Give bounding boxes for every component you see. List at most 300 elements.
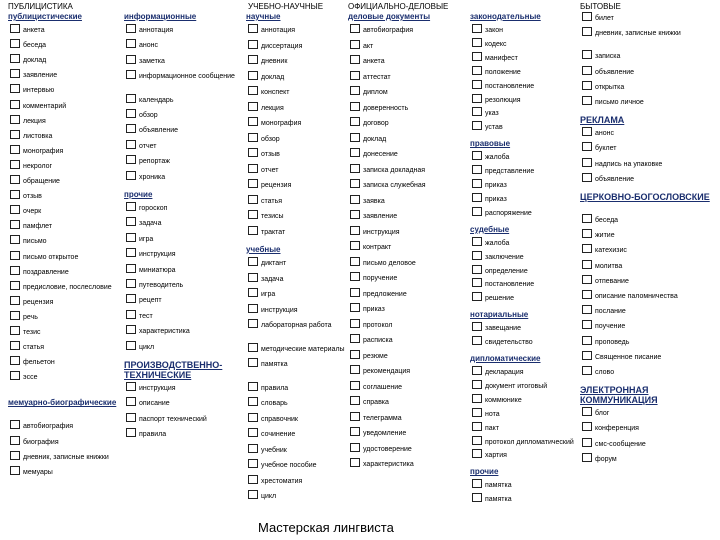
checklist-item: [124, 428, 244, 439]
checkbox[interactable]: [350, 241, 360, 250]
checklist-item: [8, 205, 128, 216]
checkbox[interactable]: [582, 320, 592, 329]
checkbox[interactable]: [10, 130, 20, 139]
checklist-item: [8, 220, 128, 231]
checklist-item: [8, 356, 128, 367]
checkbox[interactable]: [10, 175, 20, 184]
item-label: договор: [363, 120, 389, 127]
checkbox[interactable]: [472, 165, 482, 174]
checkbox[interactable]: [350, 40, 360, 49]
section-title: правовые: [470, 139, 511, 149]
checkbox[interactable]: [582, 12, 592, 21]
checkbox[interactable]: [350, 86, 360, 95]
checkbox[interactable]: [582, 275, 592, 284]
item-label: акт: [363, 42, 374, 50]
checkbox[interactable]: [10, 296, 20, 305]
checklist-item: [580, 290, 700, 301]
checkbox[interactable]: [10, 251, 20, 260]
item-label: лекция: [23, 117, 46, 125]
checklist-item: [580, 12, 700, 23]
checkbox[interactable]: [350, 272, 360, 281]
item-label: памятка: [485, 496, 512, 504]
checkbox[interactable]: [582, 305, 592, 314]
item-label: доклад: [363, 135, 387, 143]
checkbox[interactable]: [10, 311, 20, 320]
item-label: заявление: [23, 72, 58, 80]
checkbox[interactable]: [472, 66, 482, 75]
checkbox[interactable]: [10, 451, 20, 460]
item-label: инструкция: [363, 228, 400, 236]
checkbox[interactable]: [582, 290, 592, 299]
checkbox[interactable]: [10, 266, 20, 275]
checkbox[interactable]: [350, 427, 360, 436]
item-label: поздравление: [23, 268, 69, 276]
section-title: РЕКЛАМА: [580, 115, 625, 126]
checkbox[interactable]: [10, 371, 20, 380]
item-label: хроника: [139, 173, 166, 181]
item-label: биография: [23, 438, 59, 446]
checkbox[interactable]: [472, 394, 482, 403]
item-label: устав: [485, 124, 503, 132]
checkbox[interactable]: [248, 148, 258, 157]
item-label: обзор: [139, 112, 158, 119]
checkbox[interactable]: [126, 70, 136, 79]
item-label: паспорт технический: [139, 415, 207, 423]
checkbox[interactable]: [248, 71, 258, 80]
checklist-item: [470, 292, 590, 303]
checkbox[interactable]: [350, 381, 360, 390]
item-label: хартия: [485, 452, 507, 460]
checkbox[interactable]: [126, 140, 136, 149]
checkbox[interactable]: [582, 229, 592, 238]
item-label: Священное писание: [595, 353, 662, 361]
checkbox[interactable]: [248, 490, 258, 499]
checkbox[interactable]: [582, 244, 592, 253]
checkbox[interactable]: [472, 449, 482, 458]
item-label: житие: [595, 232, 615, 240]
checkbox[interactable]: [582, 173, 592, 182]
checkbox[interactable]: [350, 195, 360, 204]
item-label: документ итоговый: [485, 382, 548, 390]
checkbox[interactable]: [350, 226, 360, 235]
checkbox[interactable]: [350, 148, 360, 157]
checkbox[interactable]: [10, 420, 20, 429]
checkbox[interactable]: [582, 142, 592, 151]
checkbox[interactable]: [582, 27, 592, 36]
item-label: инструкция: [139, 251, 176, 259]
checkbox[interactable]: [248, 133, 258, 142]
item-label: проповедь: [595, 338, 630, 346]
checkbox[interactable]: [10, 220, 20, 229]
item-label: очерк: [23, 208, 42, 216]
item-label: задача: [139, 220, 162, 228]
checkbox[interactable]: [472, 479, 482, 488]
item-label: диктант: [261, 260, 287, 267]
checklist-item: [580, 96, 700, 107]
checkbox[interactable]: [350, 179, 360, 188]
item-label: монография: [261, 120, 302, 127]
checkbox[interactable]: [350, 102, 360, 111]
checkbox[interactable]: [248, 413, 258, 422]
checklist-item: [470, 479, 590, 490]
checkbox[interactable]: [582, 422, 592, 431]
checkbox[interactable]: [472, 292, 482, 301]
item-label: календарь: [139, 96, 174, 104]
checklist-item: [348, 334, 468, 345]
checklist-item: [8, 326, 128, 337]
checklist-item: [348, 365, 468, 376]
checkbox[interactable]: [10, 24, 20, 33]
item-label: рецензия: [261, 182, 292, 189]
item-label: рецензия: [23, 298, 54, 306]
checkbox[interactable]: [472, 38, 482, 47]
checkbox[interactable]: [126, 264, 136, 273]
checkbox[interactable]: [472, 24, 482, 33]
item-label: словарь: [261, 400, 288, 407]
checkbox[interactable]: [472, 107, 482, 116]
checkbox[interactable]: [582, 96, 592, 105]
checkbox[interactable]: [126, 109, 136, 118]
checkbox[interactable]: [350, 319, 360, 328]
item-label: конференция: [595, 425, 639, 433]
checkbox[interactable]: [10, 84, 20, 93]
checkbox[interactable]: [10, 69, 20, 78]
checkbox[interactable]: [10, 466, 20, 475]
checklist-item: [124, 382, 244, 393]
checkbox[interactable]: [126, 310, 136, 319]
checkbox[interactable]: [582, 81, 592, 90]
checklist-item: [580, 320, 700, 331]
item-label: отпевание: [595, 277, 629, 285]
section-title: мемуарно-биографические: [8, 398, 117, 408]
checkbox[interactable]: [248, 210, 258, 219]
item-label: путеводитель: [139, 282, 184, 289]
checkbox[interactable]: [248, 226, 258, 235]
checklist-item: [246, 475, 366, 486]
checklist-item: [470, 94, 590, 105]
checkbox[interactable]: [126, 248, 136, 257]
checkbox[interactable]: [582, 214, 592, 223]
checkbox[interactable]: [126, 382, 136, 391]
checklist-item: [348, 102, 468, 113]
checklist-item: [470, 251, 590, 262]
checkbox[interactable]: [472, 151, 482, 160]
checkbox[interactable]: [472, 207, 482, 216]
checkbox[interactable]: [126, 39, 136, 48]
checkbox[interactable]: [472, 94, 482, 103]
checkbox[interactable]: [126, 325, 136, 334]
checklist-item: [470, 237, 590, 248]
checkbox[interactable]: [582, 438, 592, 447]
checkbox[interactable]: [472, 278, 482, 287]
checklist-item: [8, 130, 128, 141]
checkbox[interactable]: [248, 319, 258, 328]
section-title: ПРОИЗВОДСТВЕННО-ТЕХНИЧЕСКИЕ: [124, 360, 223, 380]
item-label: объявление: [139, 127, 179, 135]
checkbox[interactable]: [472, 121, 482, 130]
item-label: анкета: [23, 27, 45, 34]
checklist-item: [580, 244, 700, 255]
checklist-item: [580, 81, 700, 92]
item-label: указ: [485, 110, 499, 118]
checklist-item: [580, 407, 700, 418]
checkbox[interactable]: [350, 365, 360, 374]
checkbox[interactable]: [472, 422, 482, 431]
item-label: описание паломничества: [595, 293, 678, 300]
checkbox[interactable]: [582, 407, 592, 416]
item-label: блог: [595, 410, 610, 418]
checkbox[interactable]: [248, 343, 258, 352]
checklist-item: [470, 52, 590, 63]
checkbox[interactable]: [582, 158, 592, 167]
checklist-item: [470, 336, 590, 347]
checklist-item: [348, 350, 468, 361]
section-title: учебные: [246, 245, 281, 254]
item-label: диплом: [363, 89, 388, 96]
checkbox[interactable]: [126, 294, 136, 303]
checklist-item: [8, 436, 128, 447]
item-label: аттестат: [363, 73, 391, 81]
item-label: обращение: [23, 178, 60, 185]
checkbox[interactable]: [472, 322, 482, 331]
checkbox[interactable]: [350, 334, 360, 343]
item-label: справка: [363, 399, 389, 406]
checkbox[interactable]: [248, 428, 258, 437]
checkbox[interactable]: [248, 257, 258, 266]
checkbox[interactable]: [350, 350, 360, 359]
checkbox[interactable]: [248, 86, 258, 95]
checkbox[interactable]: [10, 281, 20, 290]
checkbox[interactable]: [248, 117, 258, 126]
section-title: ЭЛЕКТРОННАЯ КОММУНИКАЦИЯ: [580, 385, 658, 406]
checklist-item: [124, 39, 244, 50]
checkbox[interactable]: [248, 304, 258, 313]
checklist-item: [580, 305, 700, 316]
checkbox[interactable]: [350, 71, 360, 80]
checkbox[interactable]: [126, 341, 136, 350]
checkbox[interactable]: [350, 396, 360, 405]
item-label: памятка: [261, 361, 288, 368]
checkbox[interactable]: [582, 127, 592, 136]
checkbox[interactable]: [248, 444, 258, 453]
checkbox[interactable]: [350, 443, 360, 452]
item-label: поручение: [363, 275, 398, 282]
checkbox[interactable]: [582, 260, 592, 269]
checkbox[interactable]: [350, 133, 360, 142]
checkbox[interactable]: [582, 453, 592, 462]
checkbox[interactable]: [350, 117, 360, 126]
item-label: заключение: [485, 253, 524, 261]
checkbox[interactable]: [472, 251, 482, 260]
checklist-item: [8, 311, 128, 322]
checkbox[interactable]: [126, 155, 136, 164]
checkbox[interactable]: [472, 52, 482, 61]
item-label: тезис: [23, 329, 41, 336]
checklist-item: [470, 436, 590, 447]
checkbox[interactable]: [10, 436, 20, 445]
item-label: уведомление: [363, 430, 407, 437]
checklist-item: [580, 229, 700, 240]
section-title: законодательные: [470, 12, 541, 21]
checkbox[interactable]: [248, 195, 258, 204]
checkbox[interactable]: [472, 336, 482, 345]
checkbox[interactable]: [248, 40, 258, 49]
checkbox[interactable]: [472, 265, 482, 274]
checkbox[interactable]: [126, 413, 136, 422]
checkbox[interactable]: [248, 55, 258, 64]
checkbox[interactable]: [248, 179, 258, 188]
checkbox[interactable]: [472, 436, 482, 445]
checkbox[interactable]: [248, 475, 258, 484]
checkbox[interactable]: [350, 303, 360, 312]
checkbox[interactable]: [350, 458, 360, 467]
checkbox[interactable]: [248, 273, 258, 282]
item-label: катехизис: [595, 247, 627, 255]
checklist-item: [470, 165, 590, 176]
item-label: распоряжение: [485, 209, 532, 217]
checkbox[interactable]: [472, 193, 482, 202]
checkbox[interactable]: [10, 341, 20, 350]
item-label: памятка: [485, 482, 512, 490]
checkbox[interactable]: [582, 66, 592, 75]
checkbox[interactable]: [350, 24, 360, 33]
checkbox[interactable]: [582, 366, 592, 375]
checkbox[interactable]: [248, 288, 258, 297]
item-label: репортаж: [139, 158, 170, 166]
section-title: дипломатические: [470, 354, 541, 363]
checkbox[interactable]: [10, 190, 20, 199]
item-label: автобиография: [363, 27, 414, 34]
checklist-item: [348, 272, 468, 283]
checkbox[interactable]: [582, 351, 592, 360]
checkbox[interactable]: [126, 279, 136, 288]
item-label: характеристика: [139, 328, 190, 336]
checklist-item: [580, 351, 700, 362]
checklist-item: [470, 38, 590, 49]
checkbox[interactable]: [10, 54, 20, 63]
checkbox[interactable]: [10, 115, 20, 124]
checklist-item: [470, 394, 590, 405]
checkbox[interactable]: [350, 257, 360, 266]
checkbox[interactable]: [126, 428, 136, 437]
checkbox[interactable]: [350, 164, 360, 173]
checklist-item: [124, 397, 244, 408]
checklist-item: [348, 288, 468, 299]
checklist-item: [8, 39, 128, 50]
item-label: резюме: [363, 352, 388, 360]
checklist-item: [8, 341, 128, 352]
checkbox[interactable]: [126, 94, 136, 103]
checklist-item: [348, 40, 468, 51]
checkbox[interactable]: [126, 124, 136, 133]
item-label: информационное сообщение: [139, 73, 235, 81]
section-title: прочие: [470, 467, 499, 477]
item-label: послание: [595, 308, 626, 316]
checkbox[interactable]: [126, 55, 136, 64]
item-label: лабораторная работа: [261, 322, 332, 329]
category-header-everyday: БЫТОВЫЕ: [580, 2, 621, 11]
checkbox[interactable]: [472, 366, 482, 375]
item-label: доклад: [261, 73, 285, 81]
checkbox[interactable]: [472, 380, 482, 389]
checkbox[interactable]: [10, 205, 20, 214]
item-label: буклет: [595, 145, 617, 153]
checklist-item: [470, 80, 590, 91]
checklist-item: [8, 251, 128, 262]
item-label: записка служебная: [363, 182, 426, 189]
checklist-item: [8, 296, 128, 307]
checkbox[interactable]: [248, 164, 258, 173]
item-label: речь: [23, 313, 38, 321]
item-label: сочинение: [261, 431, 296, 438]
checkbox[interactable]: [126, 24, 136, 33]
checkbox[interactable]: [10, 145, 20, 154]
checkbox[interactable]: [126, 397, 136, 406]
checkbox[interactable]: [10, 160, 20, 169]
checklist-item: [470, 193, 590, 204]
checkbox[interactable]: [582, 50, 592, 59]
checkbox[interactable]: [248, 102, 258, 111]
checklist-item: [348, 381, 468, 392]
item-label: инструкция: [139, 385, 176, 392]
checkbox[interactable]: [10, 235, 20, 244]
checkbox[interactable]: [248, 358, 258, 367]
checklist-item: [470, 107, 590, 118]
checkbox[interactable]: [126, 233, 136, 242]
item-label: удостоверение: [363, 445, 412, 453]
checkbox[interactable]: [248, 24, 258, 33]
checkbox[interactable]: [472, 237, 482, 246]
item-label: интервью: [23, 87, 55, 95]
checklist-item: [124, 325, 244, 336]
checkbox[interactable]: [472, 80, 482, 89]
item-label: учебник: [261, 446, 287, 454]
checklist-item: [124, 217, 244, 228]
checkbox[interactable]: [350, 412, 360, 421]
checklist-item: [580, 142, 700, 153]
item-label: открытка: [595, 83, 625, 91]
checkbox[interactable]: [248, 382, 258, 391]
section-title: публицистические: [8, 12, 82, 21]
checkbox[interactable]: [10, 356, 20, 365]
checkbox[interactable]: [10, 326, 20, 335]
checkbox[interactable]: [248, 459, 258, 468]
checkbox[interactable]: [350, 210, 360, 219]
checkbox[interactable]: [126, 202, 136, 211]
checklist-item: [8, 115, 128, 126]
item-label: приказ: [485, 182, 507, 189]
checkbox[interactable]: [472, 408, 482, 417]
checklist-item: [580, 260, 700, 271]
checklist-item: [124, 310, 244, 321]
checklist-item: [8, 24, 128, 35]
checklist-item: [470, 121, 590, 132]
checkbox[interactable]: [126, 171, 136, 180]
checkbox[interactable]: [126, 217, 136, 226]
checklist-item: [470, 207, 590, 218]
checkbox[interactable]: [582, 336, 592, 345]
checkbox[interactable]: [10, 100, 20, 109]
checkbox[interactable]: [472, 179, 482, 188]
checkbox[interactable]: [350, 55, 360, 64]
item-label: методические материалы: [261, 345, 345, 353]
checkbox[interactable]: [472, 493, 482, 502]
item-label: миниатюра: [139, 266, 176, 274]
checkbox[interactable]: [350, 288, 360, 297]
checkbox[interactable]: [10, 39, 20, 48]
checkbox[interactable]: [248, 397, 258, 406]
checklist-item: [470, 422, 590, 433]
